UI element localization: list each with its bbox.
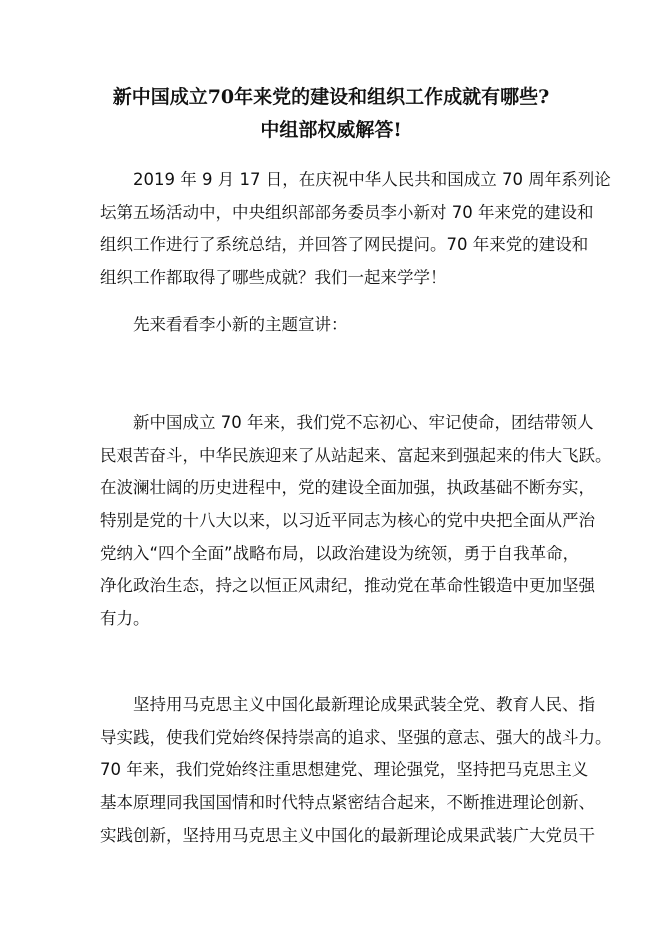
paragraph-lead-in: [100, 309, 567, 342]
text-line: 基本原理同我国国情和时代特点紧密结合起来，不断推进理论创新、: [100, 793, 595, 813]
text-line: 导实践，使我们党始终保持崇高的追求、坚强的意志、强大的战斗力。: [100, 727, 612, 747]
text-line: 2019 年 9 月 17 日，在庆祝中华人民共和国成立 70 周年系列论: [133, 170, 611, 189]
document-title-line-2: 中组部权威解答!: [260, 119, 402, 141]
text-line: 有力。: [100, 609, 150, 629]
text-line: 坚持用马克思主义中国化最新理论成果武装全党、教育人民、指: [133, 695, 595, 714]
paragraph-intro: [100, 164, 611, 295]
text-line: 先来看看李小新的主题宣讲：: [133, 315, 348, 334]
text-line: 新中国成立 70 年来，我们党不忘初心、牢记使命，团结带领人: [133, 413, 594, 432]
text-line: 党纳入“四个全面”战略布局，以政治建设为统领，勇于自我革命，: [100, 543, 580, 563]
text-line: 在波澜壮阔的历史进程中，党的建设全面加强，执政基础不断夯实，: [100, 478, 595, 498]
text-line: 民艰苦奋斗，中华民族迎来了从站起来、富起来到强起来的伟大飞跃。: [100, 445, 612, 465]
paragraph-theory: [100, 689, 612, 852]
document-title-line-1: 新中国成立70年来党的建设和组织工作成就有哪些?: [112, 86, 550, 108]
paragraph-achievements: [100, 407, 612, 636]
text-line: 实践创新，坚持用马克思主义中国化的最新理论成果武装广大党员干: [100, 825, 595, 845]
text-line: 净化政治生态，持之以恒正风肃纪，推动党在革命性锻造中更加坚强: [100, 576, 595, 596]
text-line: 坛第五场活动中，中央组织部部务委员李小新对 70 年来党的建设和: [100, 202, 594, 222]
text-line: 组织工作都取得了哪些成就？我们一起来学学！: [100, 268, 447, 288]
text-line: 70 年来，我们党始终注重思想建党、理论强党，坚持把马克思主义: [100, 760, 589, 780]
text-line: 组织工作进行了系统总结，并回答了网民提问。70 年来党的建设和: [100, 235, 589, 255]
text-line: 特别是党的十八大以来，以习近平同志为核心的党中央把全面从严治: [100, 511, 595, 531]
